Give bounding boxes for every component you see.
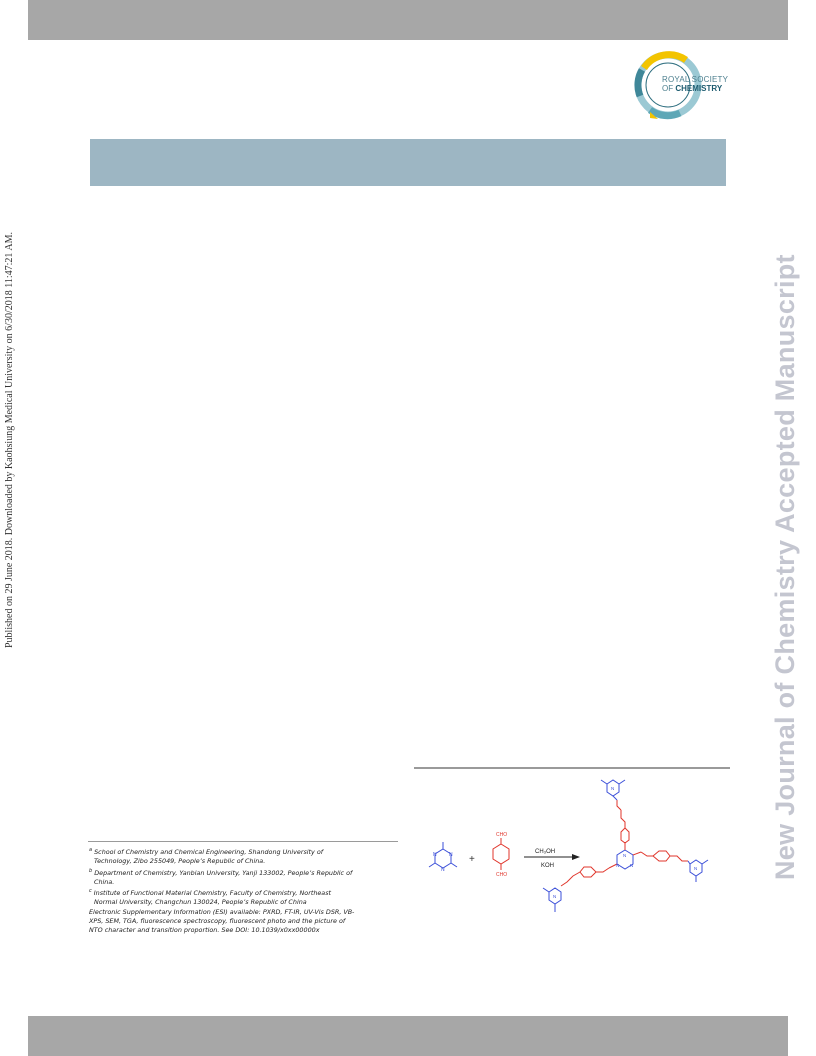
rsc-logo-text: [662, 75, 728, 93]
accepted-manuscript-watermark: New Journal of Chemistry Accepted Manuscript: [770, 254, 800, 880]
esi-note-line-1: Electronic Supplementary Information (ESI) available: PXRD, FT-IR, UV-Vis DSR, VB-: [89, 907, 355, 916]
esi-note-line-3: NTO character and transition proportion. See DOI: 10.1039/x0xx00000x: [89, 926, 320, 934]
synthesis-scheme: [420, 772, 730, 932]
ring-atom-label: N: [433, 852, 437, 858]
polymer-product-structure: [543, 780, 708, 912]
footnote-a-cont: Technology, Zibo 255049, People’s Republic of China.: [94, 857, 266, 866]
logo-line-1: ROYAL SOCIETY: [662, 75, 729, 84]
reagent-methanol: CH₃OH: [535, 849, 556, 855]
footnote-divider: [88, 841, 398, 842]
reagent-koh: KOH: [541, 863, 555, 869]
footnotes: [89, 846, 399, 935]
logo-line-2: OF CHEMISTRY: [662, 84, 723, 93]
ring-atom-label: N: [441, 867, 445, 873]
footnote-c-cont: Normal University, Changchun 130024, People’s Republic of China: [94, 898, 307, 907]
ring-atom-label: N: [616, 863, 620, 868]
footnote-c: $^c$ Institute of Functional Material Chemistry, Faculty of Chemistry, Northeast: [89, 888, 332, 898]
footnote-b-cont: China.: [94, 877, 115, 886]
ring-atom-label: N: [623, 853, 627, 858]
ring-atom-label: N: [449, 852, 453, 858]
cho-bottom-label: CHO: [496, 872, 508, 878]
top-header-band: [28, 0, 788, 40]
scheme-divider: [414, 767, 730, 769]
published-note: Published on 29 June 2018. Downloaded by Kaohsiung Medical University on 6/30/2018 11:47:21 AM.: [4, 232, 15, 648]
footnote-a: $^a$ School of Chemistry and Chemical Engineering, Shandong University of: [89, 847, 324, 857]
article-title-band: [90, 139, 726, 186]
plus-sign: +: [469, 854, 475, 865]
footnote-b: $^b$ Department of Chemistry, Yanbian University, Yanji 133002, People’s Republic of: [89, 867, 353, 877]
ring-atom-label: N: [630, 863, 634, 868]
ring-atom-label: N: [611, 786, 615, 791]
ring-atom-label: N: [694, 866, 698, 871]
ring-atom-label: N: [553, 894, 557, 899]
cho-top-label: CHO: [496, 832, 508, 838]
terephthalaldehyde-molecule: [493, 838, 509, 870]
esi-note-line-2: XPS, SEM, TGA, fluorescence spectroscopy, fluorescent photo and the picture of: [89, 916, 346, 925]
bottom-footer-band: [28, 1016, 788, 1056]
